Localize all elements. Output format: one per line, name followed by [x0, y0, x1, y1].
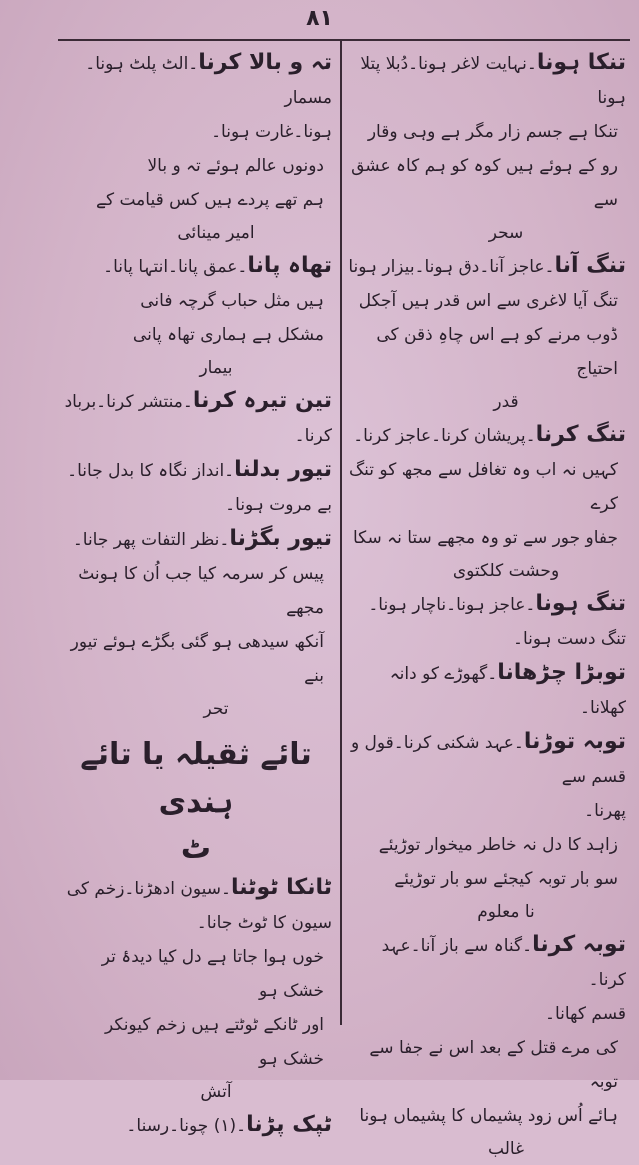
right-column	[346, 46, 630, 1159]
dictionary-entry	[60, 731, 332, 871]
verse-line: کہیں نہ اب وہ تغافل سے مجھ کو تنگ کرے	[348, 460, 618, 514]
entry-headword: تیور بگڑنا	[229, 526, 332, 551]
entry-gloss-continued: تنگ دست ہونا۔	[512, 629, 626, 649]
entry-gloss: ۔گناہ سے باز آنا۔عہد کرنا۔	[381, 936, 626, 990]
entry-gloss-continued: سیون کا ٹوٹ جانا۔	[196, 913, 332, 933]
entry-headline	[60, 1108, 332, 1143]
entry-headline	[346, 418, 626, 453]
entry-gloss-continued: قسم کھانا۔	[545, 1004, 626, 1024]
verse-line: زاہد کا دل نہ خاطر میخوار توڑیئے	[378, 835, 618, 855]
poet-name: سحر	[488, 223, 524, 243]
entry-headword: تہ و بالا کرنا	[198, 50, 332, 75]
dictionary-entry	[60, 46, 332, 249]
entry-gloss: ۔الٹ پلٹ ہونا۔مسمار	[85, 54, 332, 108]
entry-gloss: ۔(۱) چونا۔رسنا۔	[126, 1116, 247, 1136]
poet-name: نا معلوم	[477, 902, 535, 922]
entry-gloss: ۔پریشان کرنا۔عاجز کرنا۔	[353, 426, 536, 446]
poet-name: وحشت کلکتوی	[452, 561, 560, 581]
entry-headline	[346, 656, 626, 725]
verse-line: رو کے ہوئے ہیں کوہ کو ہم کاہ عشق سے	[351, 156, 618, 210]
verse-line: کی مرے قتل کے بعد اس نے جفا سے توبہ	[369, 1038, 618, 1092]
verse-line: ہم تھے پردے ہیں کس قیامت کے	[96, 190, 324, 210]
poet-name: تحر	[203, 699, 229, 719]
dictionary-entry	[346, 928, 626, 1165]
entry-gloss: ۔عاجز آنا۔دق ہونا۔بیزار ہونا	[348, 257, 555, 277]
verse-line: دونوں عالم ہوئے تہ و بالا	[147, 156, 324, 176]
verse-line: تنکا ہے جسم زار مگر ہے وہی وقار	[367, 122, 618, 142]
verse-line: ہائے اُس زود پشیماں کا پشیماں ہونا	[359, 1106, 618, 1126]
verse-line: مشکل ہے ہماری تھاہ پانی	[132, 325, 324, 345]
entry-headline	[60, 249, 332, 284]
entry-headword: تھاہ پانا	[247, 253, 332, 278]
entry-gloss: ۔منتشر کرنا۔برباد کرنا۔	[64, 392, 332, 446]
top-rule	[58, 39, 630, 41]
dictionary-entry	[346, 587, 626, 656]
verse-line: تنگ آیا لاغری سے اس قدر ہیں آجکل	[358, 291, 618, 311]
dictionary-entry	[60, 453, 332, 522]
entry-headline	[60, 46, 332, 115]
verse-line: ڈوب مرنے کو ہے اس چاہِ ذقن کی احتیاج	[376, 325, 618, 379]
section-title: تائے ثقیلہ یا تائے ہندی	[80, 737, 312, 820]
page-number: ۸۱	[306, 6, 333, 31]
dictionary-entry	[346, 46, 626, 249]
entry-gloss: ۔عہد شکنی کرنا۔قول و قسم سے	[350, 733, 626, 787]
verse-line: پیس کر سرمہ کیا جب اُن کا ہونٹ مجھے	[78, 564, 324, 618]
dictionary-entry	[60, 249, 332, 384]
entry-gloss-continued: بے مروت ہونا۔	[225, 495, 332, 515]
entry-gloss: ۔نظر التفات پھر جانا۔	[72, 530, 230, 550]
entry-headline	[60, 522, 332, 557]
poet-name: آتش	[200, 1082, 232, 1102]
entry-headline	[346, 725, 626, 794]
entry-headline	[346, 46, 626, 115]
entry-gloss: ۔نہایت لاغر ہونا۔دُبلا پتلا ہونا	[360, 54, 626, 108]
left-column	[60, 46, 336, 1137]
verse-line: آنکھ سیدھی ہو گئی بگڑے ہوئے تیور بنے	[70, 632, 324, 686]
entry-headline	[60, 453, 332, 488]
entry-gloss: ۔سیون ادھڑنا۔زخم کی	[66, 879, 231, 899]
verse-line: خوں ہوا جاتا ہے دل کیا دیدۂ تر خشک ہو	[101, 947, 324, 1001]
verse-line: سو بار توبہ کیجئے سو بار توڑیئے	[394, 869, 618, 889]
dictionary-entry	[346, 725, 626, 928]
entry-headword: تین تیرہ کرنا	[192, 388, 332, 413]
verse-line: ہیں مثل حباب گرچہ فانی	[140, 291, 324, 311]
section-letter: ٹ	[180, 831, 212, 866]
entry-gloss: ۔عمق پانا۔انتہا پانا۔	[103, 257, 248, 277]
entry-headword: ٹانکا ٹوٹنا	[230, 875, 332, 900]
entry-headline	[60, 871, 332, 906]
entry-headline	[346, 587, 626, 622]
poet-name: بیمار	[199, 358, 233, 378]
dictionary-entry	[346, 249, 626, 418]
entry-headword: تنگ کرنا	[535, 422, 626, 447]
entry-headword: تیور بدلنا	[234, 457, 332, 482]
entry-headword: توبڑا چڑھانا	[497, 660, 626, 685]
dictionary-entry	[60, 1108, 332, 1143]
entry-gloss-continued: پھرنا۔	[584, 801, 626, 821]
dictionary-entry	[346, 418, 626, 587]
entry-headword: تنگ ہونا	[535, 591, 626, 616]
dictionary-entry	[346, 656, 626, 725]
dictionary-entry	[60, 871, 332, 1108]
entry-gloss-continued: ہونا۔غارت ہونا۔	[211, 122, 332, 142]
entry-headword: توبہ کرنا	[532, 932, 626, 957]
verse-line: جفاو جور سے تو وہ مجھے ستا نہ سکا	[352, 528, 618, 548]
column-divider	[340, 40, 342, 1025]
dictionary-entry	[60, 522, 332, 725]
poet-name: امیر مینائی	[177, 223, 255, 243]
entry-headword: ٹپک پڑنا	[246, 1112, 332, 1137]
entry-headword: تنکا ہونا	[536, 50, 626, 75]
poet-name: قدر	[493, 392, 519, 412]
entry-headline	[60, 384, 332, 453]
dictionary-entry	[60, 384, 332, 453]
entry-headline	[346, 249, 626, 284]
entry-gloss: ۔گھوڑے کو دانہ کھلانا۔	[389, 664, 626, 718]
entry-gloss: ۔انداز نگاہ کا بدل جانا۔	[67, 461, 235, 481]
entry-headword: تنگ آنا	[554, 253, 626, 278]
poet-name: غالب	[488, 1139, 524, 1159]
entry-headword: توبہ توڑنا	[523, 729, 626, 754]
entry-gloss: ۔عاجز ہونا۔ناچار ہونا۔	[368, 595, 536, 615]
verse-line: اور ٹانکے ٹوٹتے ہیں زخم کیونکر خشک ہو	[104, 1015, 324, 1069]
entry-headline	[346, 928, 626, 997]
